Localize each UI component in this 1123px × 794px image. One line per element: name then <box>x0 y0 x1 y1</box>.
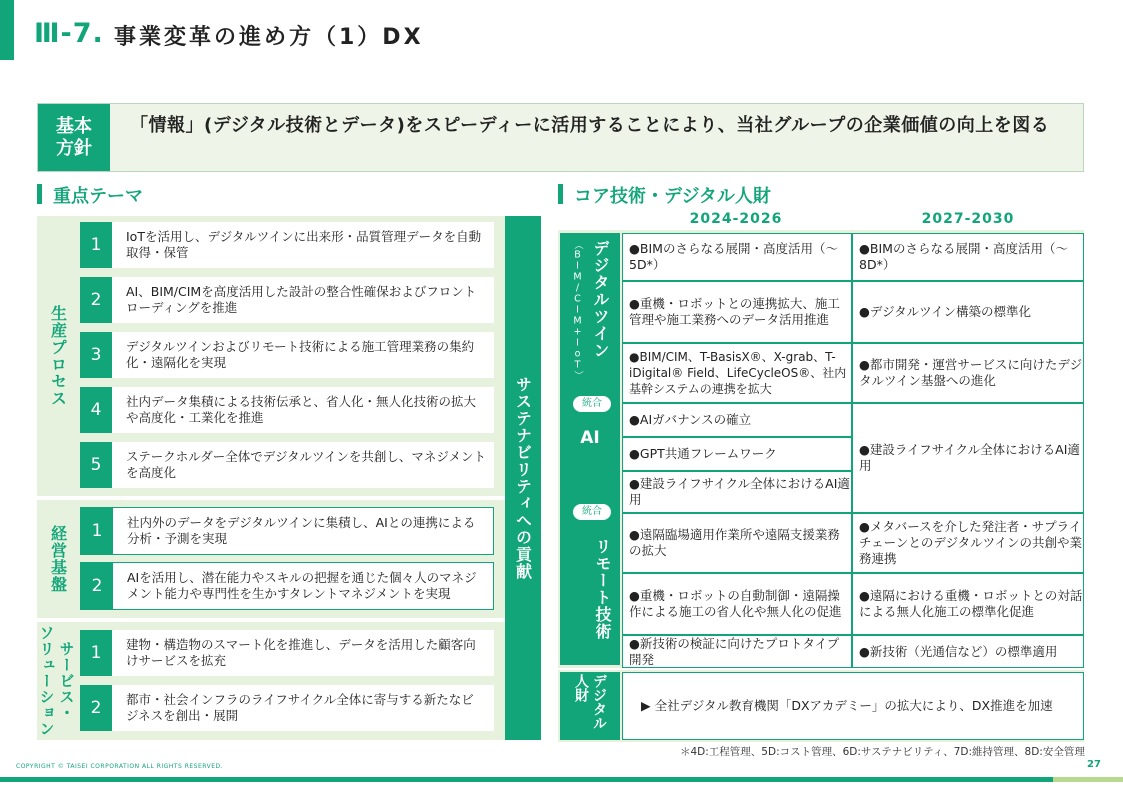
theme-text: 都市・社会インフラのライフサイクル全体に寄与する新たなビジネスを創出・展開 <box>126 692 474 723</box>
copyright: COPYRIGHT © TAISEI CORPORATION ALL RIGHTS RESERVED. <box>16 763 224 770</box>
theme-text: IoTを活用し、デジタルツインに出来形・品質管理データを自動取得・保管 <box>126 229 482 260</box>
label-digital-twin: デジタルツイン <box>591 240 610 359</box>
cell-remote-2-2027: ●遠隔における重機・ロボットとの対話による無人化施工の標準化促進 <box>852 573 1084 635</box>
theme-item <box>80 332 494 378</box>
footer-bar <box>0 777 1053 782</box>
theme-text: 社内データ集積による技術伝承と、省人化・無人化技術の拡大や高度化・工業化を推進 <box>126 394 477 425</box>
sustainability-contribution-bar: サステナビリティへの貢献 <box>505 216 541 740</box>
year-header-2027: 2027-2030 <box>921 211 1015 227</box>
theme-text: 建物・構造物のスマート化を推進し、データを活用した顧客向けサービスを拡充 <box>126 637 476 668</box>
digital-talent-text: ▶ 全社デジタル教育機関「DXアカデミー」の拡大により、DX推進を加速 <box>622 672 1084 740</box>
cell-ai-1-2024: ●AIガバナンスの確立 <box>622 403 852 437</box>
page-title: 事業変革の進め方（1）DX <box>114 25 424 50</box>
cell-dt-3-2027: ●都市開発・運営サービスに向けたデジタルツイン基盤への進化 <box>852 343 1084 403</box>
group-label-solution: ソリューション <box>37 625 56 737</box>
theme-number: 3 <box>80 332 112 378</box>
theme-number: 2 <box>80 685 112 731</box>
group-label-service: サービス・ <box>57 641 76 721</box>
theme-text: デジタルツインおよびリモート技術による施工管理業務の集約化・遠隔化を実現 <box>126 339 475 370</box>
theme-item <box>80 277 494 323</box>
theme-text: AIを活用し、潜在能力やスキルの把握を通じた個々人のマネジメント能力や専門性を生かすタレントマネジメントを実現 <box>127 570 477 601</box>
cell-ai-3-2024: ●建設ライフサイクル全体におけるAI適用 <box>622 471 852 513</box>
integration-pill: 統合 <box>572 395 612 413</box>
theme-text: 社内外のデータをデジタルツインに集積し、AIとの連携による分析・予測を実現 <box>127 515 476 546</box>
cell-remote-2-2024: ●重機・ロボットの自動制御・遠隔操作による施工の省人化や無人化の促進 <box>622 573 852 635</box>
focus-themes-heading: 重点テーマ <box>37 182 143 208</box>
year-header-2024: 2024-2026 <box>689 211 783 227</box>
cell-remote-1-2027: ●メタバースを介した発注者・サプライチェーンとのデジタルツインの共創や業務連携 <box>852 513 1084 573</box>
cell-dt-1-2027: ●BIMのさらなる展開・高度活用（～ 8D*） <box>852 233 1084 281</box>
theme-item <box>80 222 494 268</box>
header-accent-bar <box>0 0 14 60</box>
theme-number: 1 <box>81 508 113 554</box>
theme-item <box>80 630 494 676</box>
theme-item <box>80 442 494 488</box>
group-label-management: 経営基盤 <box>48 525 68 593</box>
theme-text: ステークホルダー全体でデジタルツインを共創し、マネジメントを高度化 <box>126 449 487 480</box>
theme-item <box>80 507 494 555</box>
cell-dt-1-2024: ●BIMのさらなる展開・高度活用（～ 5D*） <box>622 233 852 281</box>
integration-pill: 統合 <box>572 503 612 521</box>
cell-remote-3-2027: ●新技術（光通信など）の標準適用 <box>852 635 1084 668</box>
theme-item <box>80 387 494 433</box>
label-ai: AI <box>580 428 600 448</box>
theme-number: 2 <box>80 277 112 323</box>
theme-number: 2 <box>81 563 113 609</box>
digital-talent-label-box <box>560 672 620 740</box>
cell-remote-1-2024: ●遠隔臨場適用作業所や遠隔支援業務の拡大 <box>622 513 852 573</box>
theme-number: 1 <box>80 222 112 268</box>
policy-label-line1: 基本 <box>56 115 92 137</box>
cell-ai-2027: ●建設ライフサイクル全体におけるAI適用 <box>852 403 1084 513</box>
theme-number: 4 <box>80 387 112 433</box>
basic-policy-label <box>38 104 110 171</box>
theme-number: 1 <box>80 630 112 676</box>
policy-label-line2: 方針 <box>56 137 92 159</box>
footer-bar-accent <box>1053 777 1123 782</box>
theme-number: 5 <box>80 442 112 488</box>
label-remote-tech: リモート技術 <box>593 538 612 640</box>
cell-dt-3-2024: ●BIM/CIM、T-BasisX®、X-grab、T-iDigital® Field、LifeCycleOS®、社内基幹システムの連携を拡大 <box>622 343 852 403</box>
cell-dt-2-2024: ●重機・ロボットとの連携拡大、施工管理や施工業務へのデータ活用推進 <box>622 281 852 343</box>
cell-ai-2-2024: ●GPT共通フレームワーク <box>622 437 852 471</box>
group-label-production: 生産プロセス <box>48 305 68 407</box>
cell-dt-2-2027: ●デジタルツイン構築の標準化 <box>852 281 1084 343</box>
footnote: ＊4D:工程管理、5D:コスト管理、6D:サステナビリティ、7D:維持管理、8D:安全管理 <box>680 746 1085 758</box>
basic-policy-box <box>37 103 1084 172</box>
page-number: 27 <box>1087 759 1101 770</box>
section-number: Ⅲ-7. <box>34 18 104 49</box>
label-digital-talent: デジタル人財 <box>573 674 607 730</box>
cell-remote-3-2024: ●新技術の検証に向けたプロトタイプ開発 <box>622 635 852 668</box>
theme-text: AI、BIM/CIMを高度活用した設計の整合性確保およびフロントローディングを推進 <box>126 284 477 315</box>
basic-policy-text: 「情報」(デジタル技術とデータ)をスピーディーに活用することにより、当社グループの企業価値の向上を図る <box>130 115 1050 136</box>
core-tech-heading: コア技術・デジタル人財 <box>558 182 771 208</box>
theme-item <box>80 562 494 610</box>
theme-item <box>80 685 494 731</box>
label-digital-twin-sub: （BIM/CIM+IoT） <box>572 240 583 380</box>
